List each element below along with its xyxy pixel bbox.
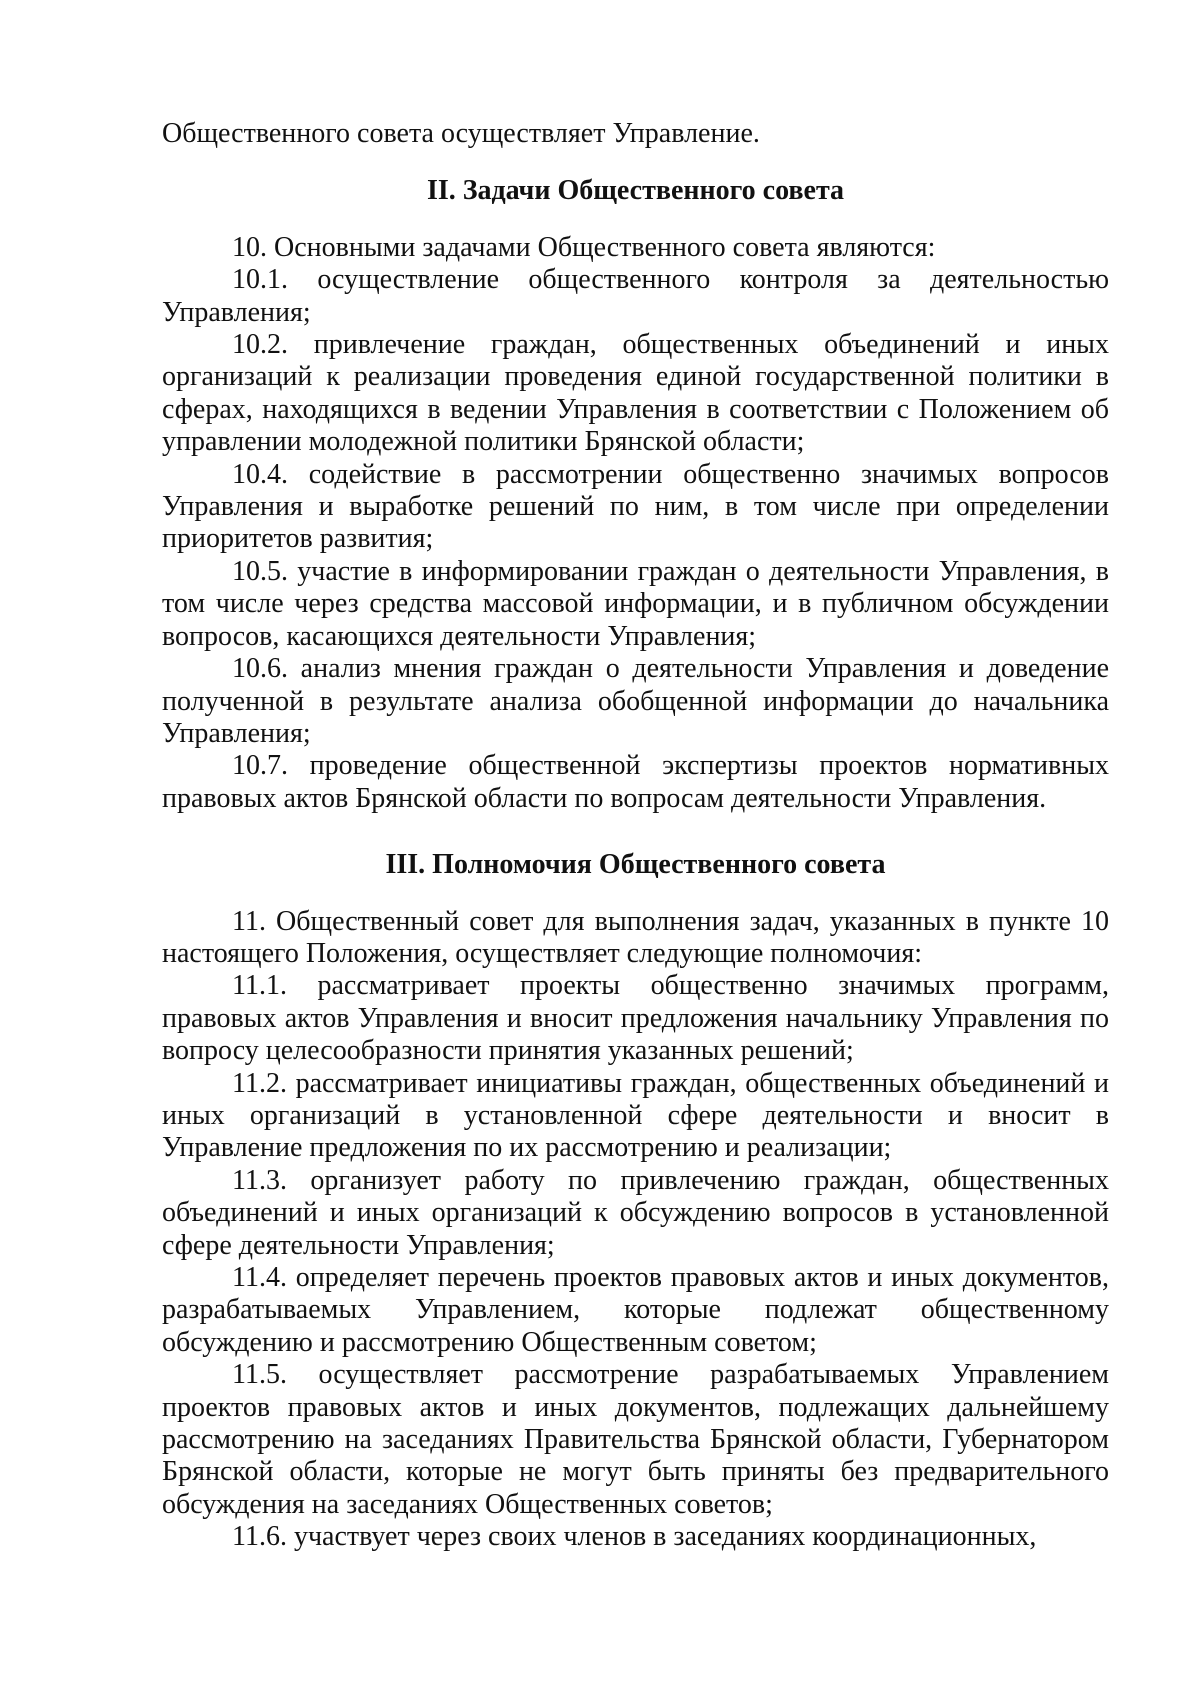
paragraph-11-5: 11.5. осуществляет рассмотрение разрабатываемых Управлением проектов правовых актов и иных документов, подлежащих дальнейшему рассмотрению на заседаниях Правительства Брянской области, Губернатором Брянской области, которые не могут быть приняты без предварительного обсуждения на заседаниях Общественных советов; [162,1359,1109,1520]
paragraph-10-4: 10.4. содействие в рассмотрении общественно значимых вопросов Управления и выработке решений по ним, в том числе при определении приоритетов развития; [162,458,1109,555]
paragraph-11-2: 11.2. рассматривает инициативы граждан, общественных объединений и иных организаций в установленной сфере деятельности и вносит в Управление предложения по их рассмотрению и реализации; [162,1067,1109,1164]
paragraph-11-6: 11.6. участвует через своих членов в заседаниях координационных, [232,1521,1037,1553]
paragraph-10: 10. Основными задачами Общественного совета являются: [232,231,936,263]
document-text [162,118,1109,1554]
paragraph-11-4: 11.4. определяет перечень проектов правовых актов и иных документов, разрабатываемых Управлением, которые подлежат общественному обсуждению и рассмотрению Общественным советом; [162,1262,1109,1358]
intro-line: Общественного совета осуществляет Управление. [162,118,760,149]
section-2-heading: II. Задачи Общественного совета [426,175,845,207]
paragraph-10-2: 10.2. привлечение граждан, общественных объединений и иных организаций к реализации проведения единой государственной политики в сферах, находящихся в ведении Управления в соответствии с Положением об управлении молодежной политики Брянской области; [162,329,1109,458]
section-2-body [162,232,1109,815]
paragraph-11-3: 11.3. организует работу по привлечению граждан, общественных объединений и иных организаций к обсуждению вопросов в установленной сфере деятельности Управления; [162,1164,1109,1261]
paragraph-11-1: 11.1. рассматривает проекты общественно значимых программ, правовых актов Управления и вносит предложения начальнику Управления по вопросу целесообразности принятия указанных решений; [162,970,1109,1067]
paragraph-10-6: 10.6. анализ мнения граждан о деятельности Управления и доведение полученной в результате анализа обобщенной информации до начальника Управления; [162,653,1109,749]
paragraph-10-5: 10.5. участие в информировании граждан о деятельности Управления, в том числе через средства массовой информации, и в публичном обсуждении вопросов, касающихся деятельности Управления; [162,555,1109,652]
paragraph-10-1: 10.1. осуществление общественного контроля за деятельностью Управления; [162,264,1109,328]
section-3-body [162,906,1109,1554]
paragraph-10-7: 10.7. проведение общественной экспертизы проектов нормативных правовых актов Брянской области по вопросам деятельности Управления. [162,750,1109,814]
section-3-heading: III. Полномочия Общественного совета [385,849,886,881]
paragraph-11: 11. Общественный совет для выполнения задач, указанных в пункте 10 настоящего Положения, осуществляет следующие полномочия: [162,905,1109,969]
